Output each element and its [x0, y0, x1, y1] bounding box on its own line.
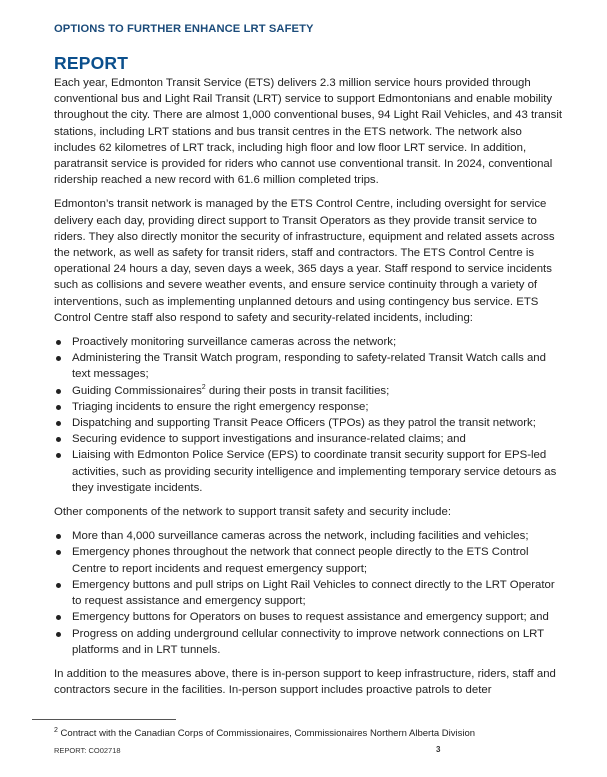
footnote-divider [32, 719, 176, 720]
section-title: REPORT [54, 53, 129, 73]
bullet-icon [56, 356, 61, 361]
footer-page-number: 3 [436, 745, 441, 754]
list-item: Emergency buttons for Operators on buses to request assistance and emergency support; and [54, 609, 564, 625]
paragraph-in-person-support: In addition to the measures above, there is in-person support to keep infrastructure, riders, staff and contractors secure in the facilities. In-person support includes proactive patrols to deter [54, 667, 556, 697]
bullet-icon [56, 534, 61, 539]
list-item: Emergency phones throughout the network that connect people directly to the ETS Control Centre to report incidents and request emergency support; [54, 544, 564, 576]
control-centre-duties-list [54, 334, 564, 496]
list-item: Guiding Commissionaires$^2$ during their posts in transit facilities; [54, 383, 564, 399]
bullet-icon [56, 389, 61, 394]
footnote [54, 728, 475, 739]
report-body [54, 75, 564, 706]
bullet-icon [56, 615, 61, 620]
bullet-icon [56, 340, 61, 345]
bullet-icon [56, 632, 61, 637]
list-item: Dispatching and supporting Transit Peace Officers (TPOs) as they patrol the transit network; [54, 415, 564, 431]
list-item: Liaising with Edmonton Police Service (EPS) to coordinate transit security support for EPS-led activities, such as providing security intelligence and implementing temporary service detours as they investigate incidents. [54, 447, 564, 496]
bullet-icon [56, 583, 61, 588]
footer-report-id: REPORT: CO02718 [54, 746, 121, 755]
footnote-text: Contract with the Canadian Corps of Commissionaires, Commissionaires Northern Alberta Division [57, 728, 476, 739]
bullet-icon [56, 405, 61, 410]
bullet-icon [56, 453, 61, 458]
bullet-icon [56, 550, 61, 555]
bullet-icon [56, 437, 61, 442]
running-header: OPTIONS TO FURTHER ENHANCE LRT SAFETY [54, 23, 314, 35]
paragraph-other-components: Other components of the network to support transit safety and security include: [54, 506, 451, 519]
network-components-list [54, 528, 564, 658]
bullet-icon [56, 421, 61, 426]
list-item: Proactively monitoring surveillance cameras across the network; [54, 334, 564, 350]
list-item: Securing evidence to support investigations and insurance-related claims; and [54, 431, 564, 447]
paragraph-ets-overview: Each year, Edmonton Transit Service (ETS) delivers 2.3 million service hours provided through conventional bus and Light Rail Transit (LRT) service to support Edmontonians and enable mobility throughout the city. There are almost 1,000 conventional buses, 94 Light Rail Vehicles, and 43 transit stations, including LRT stations and bus transit centres in the ETS network. The network also includes 62 kilometres of LRT track, including high floor and low floor LRT service. In addition, paratransit service is provided for riders who cannot use conventional transit. In 2024, conventional ridership reached a new record with 61.6 million completed trips. [54, 77, 563, 187]
footnote-reference[interactable]: 2 [201, 383, 206, 391]
list-item: More than 4,000 surveillance cameras across the network, including facilities and vehicles; [54, 528, 564, 544]
list-item: Administering the Transit Watch program, responding to safety-related Transit Watch calls and text messages; [54, 350, 564, 382]
list-item: Triaging incidents to ensure the right emergency response; [54, 399, 564, 415]
paragraph-control-centre: Edmonton’s transit network is managed by the ETS Control Centre, including oversight for service delivery each day, providing direct support to Transit Operators as they provide transit service to riders. They also directly monitor the security of infrastructure, equipment and related assets across the network, as well as safety for transit riders, staff and contractors. The ETS Control Centre is operational 24 hours a day, seven days a week, 365 days a year. Staff respond to service incidents such as collisions and severe weather events, and ensure service continuity through a variety of interventions, such as implementing unplanned detours and using contingency bus service. ETS Control Centre staff also respond to safety and security-related incidents, including: [54, 198, 555, 324]
footnote-marker: 2 [54, 726, 58, 734]
list-item: Progress on adding underground cellular connectivity to improve network connections on LRT platforms and in LRT tunnels. [54, 626, 564, 658]
list-item: Emergency buttons and pull strips on Light Rail Vehicles to connect directly to the LRT Operator to request assistance and emergency support; [54, 577, 564, 609]
